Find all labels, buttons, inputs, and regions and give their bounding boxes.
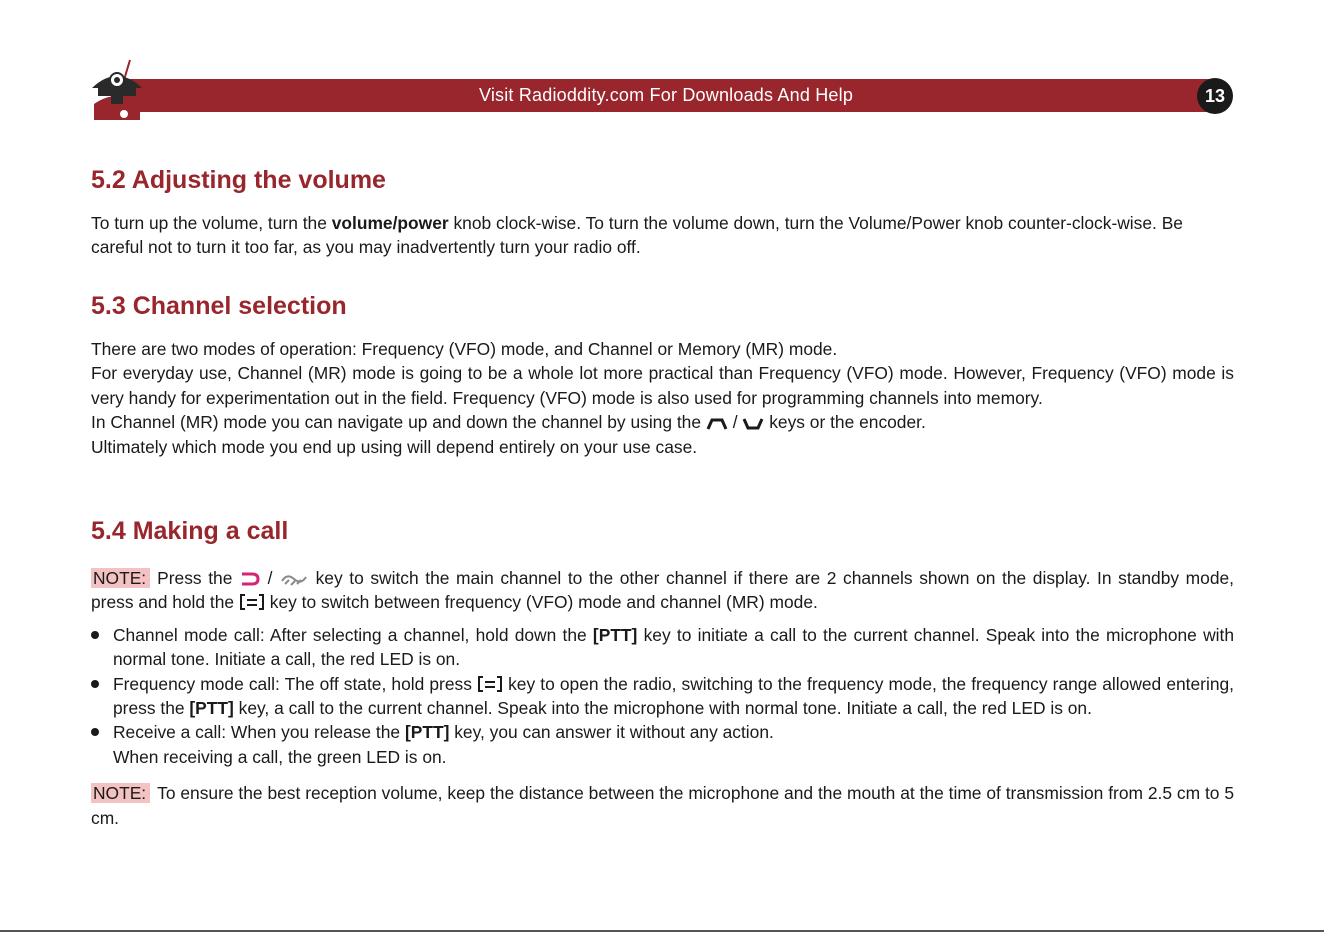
text-span: Frequency mode call: The off state, hold press xyxy=(113,673,477,694)
text-span: Press the xyxy=(157,568,239,588)
header-bar xyxy=(118,79,1214,112)
paragraph: There are two modes of operation: Frequency (VFO) mode, and Channel or Memory (MR) mode. xyxy=(91,339,838,359)
text-span: In Channel (MR) mode you can navigate up and down the channel by using the xyxy=(91,412,706,433)
text-span: key, a call to the current channel. Speak into the microphone with normal tone. Initiate a call, the red LED is on. xyxy=(233,698,1092,719)
volume-paragraph xyxy=(91,211,1234,260)
text-span: keys or the encoder. xyxy=(764,412,926,433)
text-span: key to open the radio, switching to the frequency mode, the frequency range allowed entering, press the xyxy=(113,673,1234,719)
up-key-icon xyxy=(706,417,728,431)
text-span: To turn up the volume, turn the xyxy=(91,213,332,233)
note-label: NOTE: xyxy=(91,568,150,588)
mascot-logo-icon xyxy=(86,58,148,122)
ptt-key-label: [PTT] xyxy=(592,624,638,645)
section-making-call xyxy=(91,516,1234,830)
list-item xyxy=(91,720,1234,769)
paragraph: Ultimately which mode you end up using will depend entirely on your use case. xyxy=(91,436,698,457)
text-span: Channel mode call: After selecting a channel, hold down the xyxy=(113,624,593,645)
paragraph xyxy=(91,410,1234,434)
list-item xyxy=(91,672,1234,721)
bottom-divider xyxy=(0,930,1324,932)
return-arrow-icon xyxy=(239,571,261,587)
section-adjusting-volume xyxy=(91,165,1234,260)
text-span: key, you can answer it without any action. xyxy=(449,722,774,743)
text-span: / xyxy=(727,412,743,433)
text-span: When receiving a call, the green LED is on. xyxy=(113,746,447,767)
down-key-icon xyxy=(742,417,764,431)
section-title: 5.3 Channel selection xyxy=(91,292,347,320)
note-label: NOTE: xyxy=(91,783,150,803)
text-span: To ensure the best reception volume, keep the distance between the microphone and the mouth at the time of transmission from 2.5 cm to 5 cm. xyxy=(91,783,1234,828)
text-span: / xyxy=(260,568,279,588)
text-span: knob clock-wise. To turn the volume down, turn the Volume/Power knob counter-clock-wise. Be careful not to turn it too far, as you may inadvertently turn your radio off. xyxy=(91,213,1183,258)
text-span: Receive a call: When you release the xyxy=(113,722,405,743)
dual-watch-icon xyxy=(279,571,309,587)
text-span: key to switch the main channel to the other channel if there are 2 channels shown on the display. In standby mode, press and hold the xyxy=(91,568,1234,613)
list-item xyxy=(91,623,1234,672)
ptt-key-label: [PTT] xyxy=(189,698,234,719)
menu-key-icon xyxy=(239,593,265,611)
bold-term: volume/power xyxy=(331,213,449,233)
menu-key-icon xyxy=(477,675,503,693)
header-tagline: Visit Radioddity.com For Downloads And Help xyxy=(478,85,854,105)
text-span: key to switch between frequency (VFO) mode and channel (MR) mode. xyxy=(264,592,818,613)
note-paragraph xyxy=(91,781,1234,830)
call-modes-list xyxy=(91,623,1234,769)
text-span: key to initiate a call to the current channel. Speak into the microphone with normal tone. Initiate a call, the red LED is on. xyxy=(113,624,1234,670)
ptt-key-label: [PTT] xyxy=(404,722,450,743)
paragraph: For everyday use, Channel (MR) mode is going to be a whole lot more practical than Frequency (VFO) mode. However, Frequency (VFO) mode is very handy for experimentation out in the field. Frequency (VFO) mode is also used for programming channels into memory. xyxy=(91,363,1234,408)
section-channel-selection xyxy=(91,291,1234,459)
section-title: 5.2 Adjusting the volume xyxy=(91,166,386,194)
page-number-badge: 13 xyxy=(1197,78,1233,114)
note-paragraph xyxy=(91,566,1234,615)
section-title: 5.4 Making a call xyxy=(91,517,289,545)
